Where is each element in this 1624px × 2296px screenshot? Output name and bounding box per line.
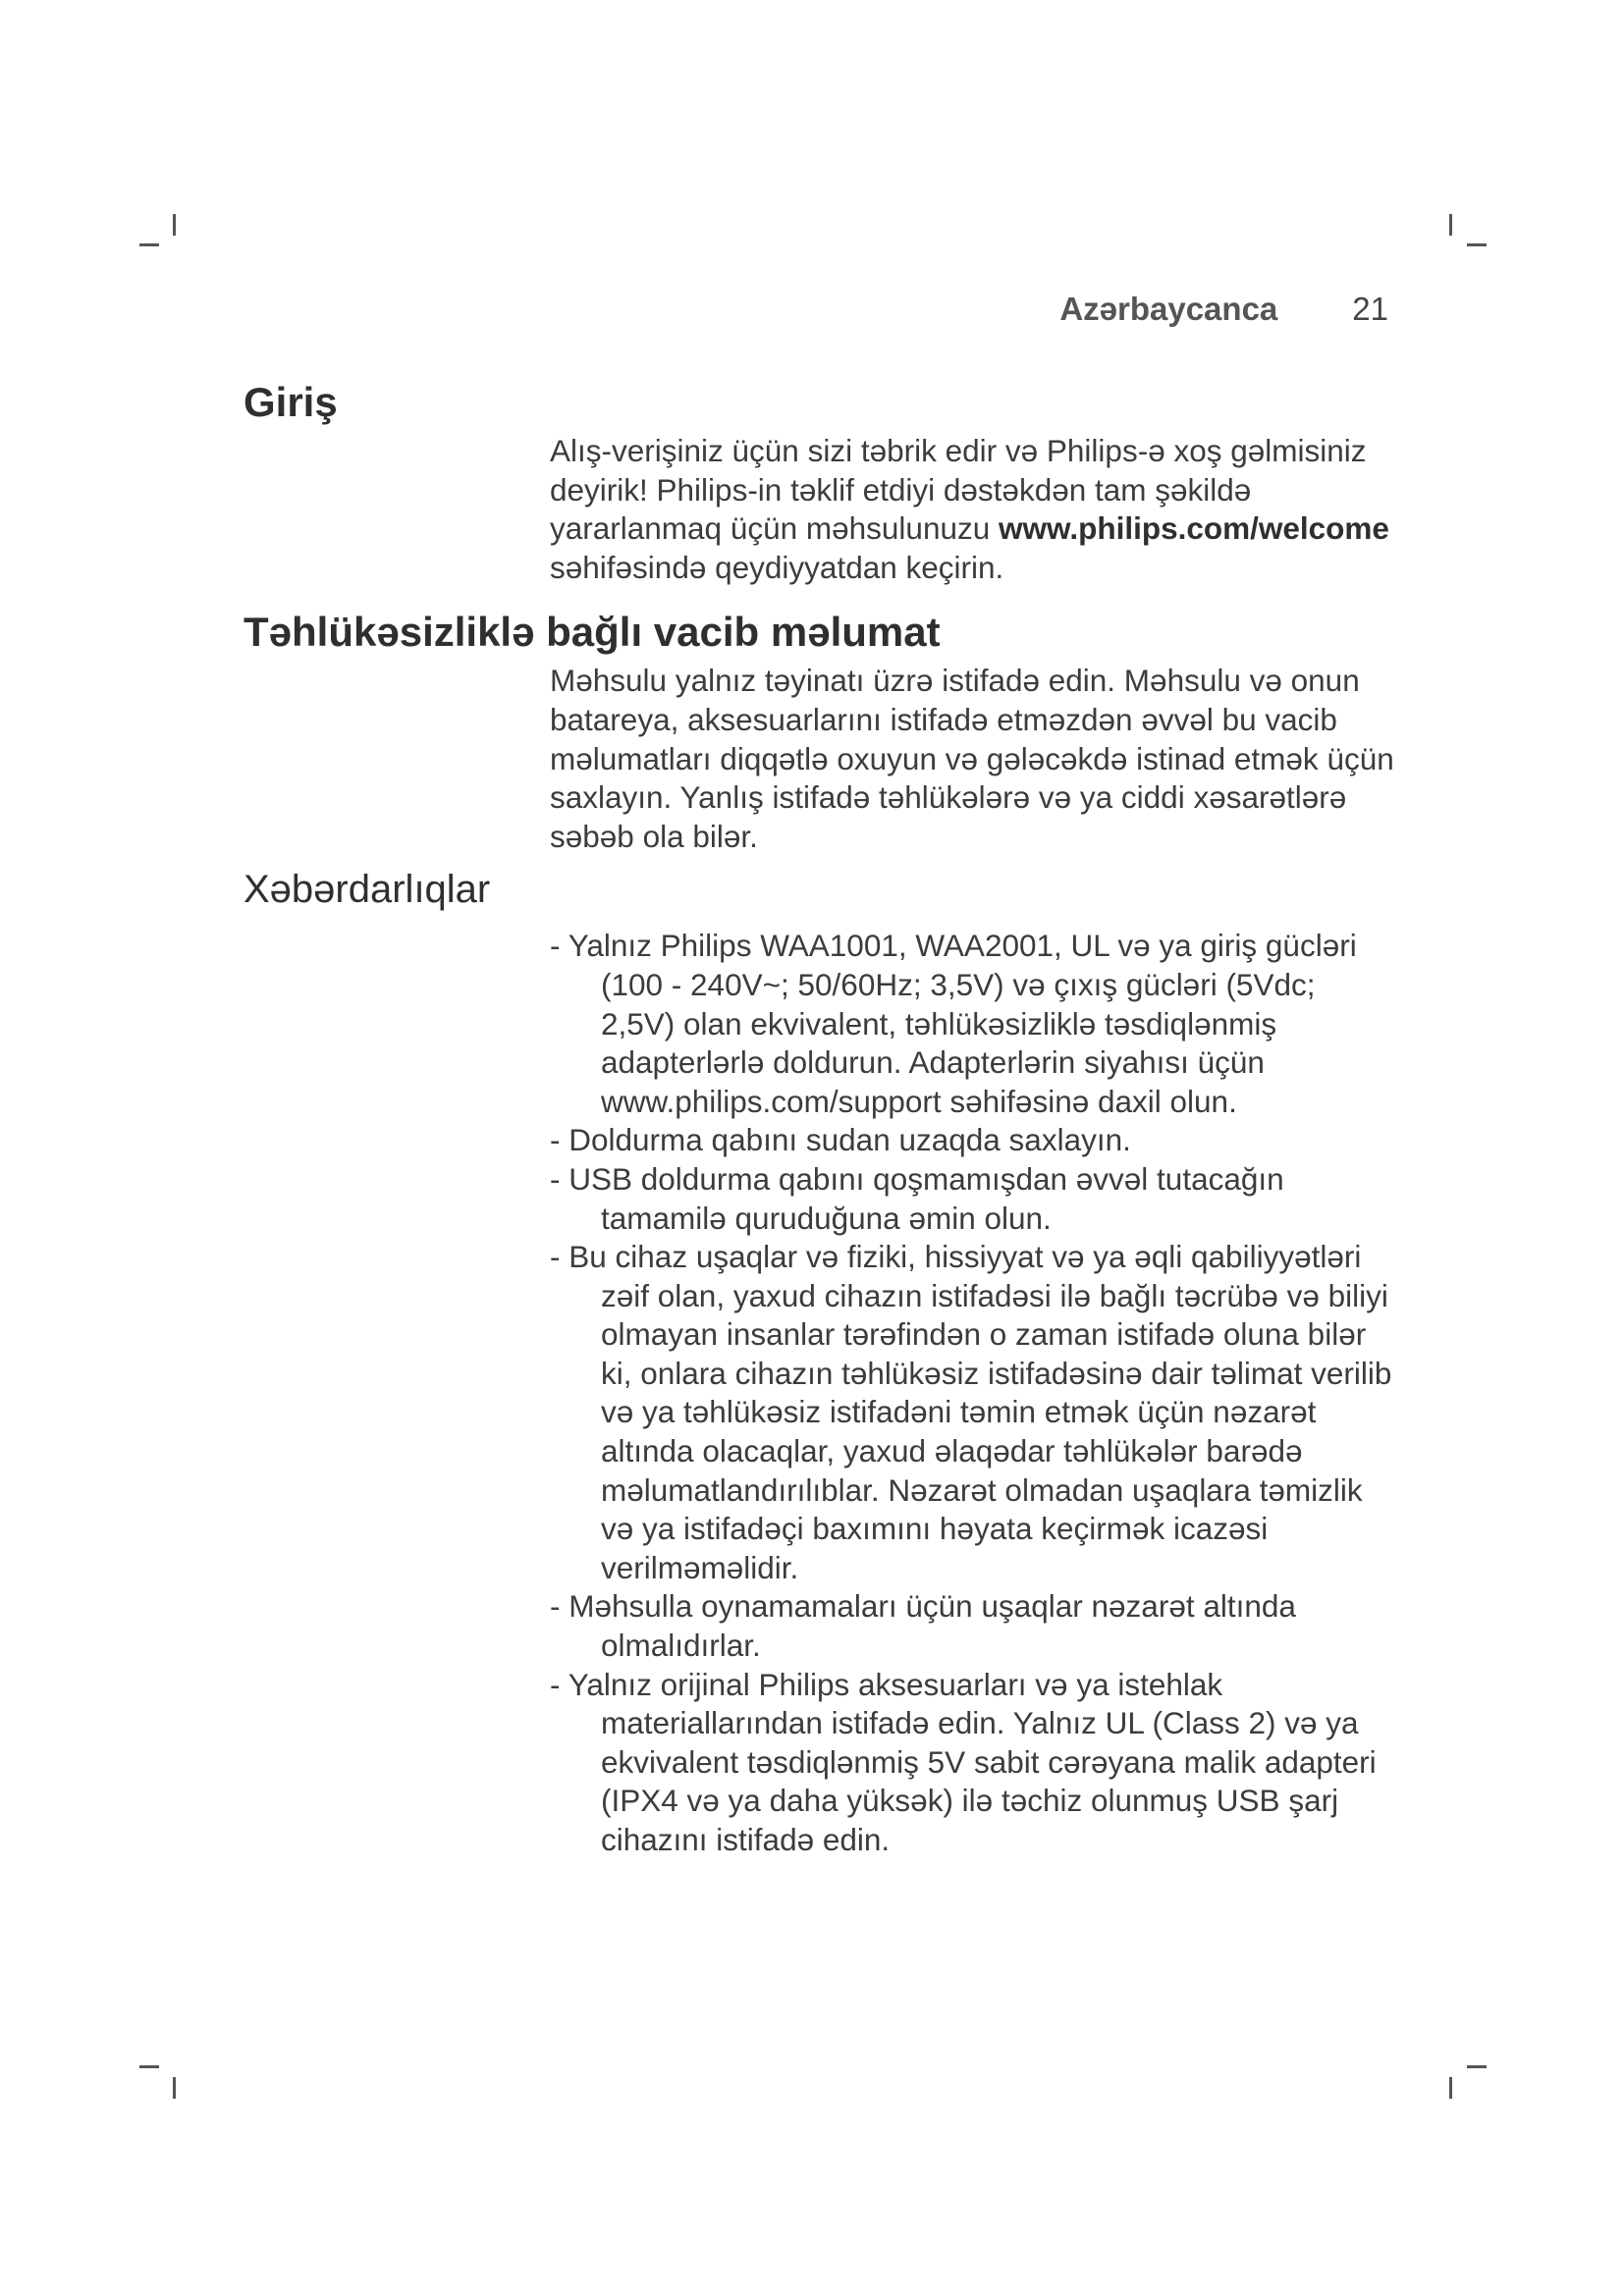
warnings-heading: Xəbərdarlıqlar bbox=[244, 868, 491, 912]
page-content bbox=[244, 377, 1392, 1860]
intro-section bbox=[550, 432, 1394, 587]
warning-item: - Məhsulla oynamamaları üçün uşaqlar nəzarət altında olmalıdırlar. bbox=[550, 1587, 1394, 1665]
page-number: 21 bbox=[1352, 291, 1388, 327]
crop-mark-bottom-left-v bbox=[173, 2077, 176, 2099]
safety-section bbox=[550, 662, 1394, 856]
safety-heading: Təhlükəsizliklə bağlı vacib məlumat bbox=[244, 609, 941, 656]
warning-item: - USB doldurma qabını qoşmamışdan əvvəl tutacağın tamamilə quruduğuna əmin olun. bbox=[550, 1160, 1394, 1238]
warning-item: - Doldurma qabını sudan uzaqda saxlayın. bbox=[550, 1121, 1394, 1160]
crop-mark-bottom-left-h bbox=[139, 2065, 159, 2068]
intro-text-after-link: səhifəsində qeydiyyatdan keçirin. bbox=[550, 549, 1004, 585]
safety-paragraph: Məhsulu yalnız təyinatı üzrə istifadə edin. Məhsulu və onun batareya, aksesuarlarını istifadə etməzdən əvvəl bu vacib məlumatları diqqətlə oxuyun və gələcəkdə istinad etmək üçün saxlayın. Yanlış istifadə təhlükələrə və ya ciddi xəsarətlərə səbəb ola bilər. bbox=[550, 663, 1394, 854]
warning-item: - Yalnız Philips WAA1001, WAA2001, UL və ya giriş gücləri (100 - 240V~; 50/60Hz; 3,5V) və çıxış gücləri (5Vdc; 2,5V) olan ekvivalent, təhlükəsizliklə təsdiqlənmiş adapterlərlə doldurun. Adapterlərin siyahısı üçün www.philips.com/support səhifəsinə daxil olun. bbox=[550, 927, 1394, 1121]
crop-mark-bottom-right-h bbox=[1467, 2065, 1487, 2068]
crop-mark-bottom-right-v bbox=[1449, 2077, 1452, 2099]
welcome-link[interactable]: www.philips.com/welcome bbox=[999, 510, 1389, 547]
crop-mark-top-right-v bbox=[1449, 214, 1452, 236]
intro-text-before-link: Alış-verişiniz üçün sizi təbrik edir və Philips-ə xoş gəlmisiniz deyirik! Philips-in təklif etdiyi dəstəkdən tam şəkildə yararlanmaq üçün məhsulunuzu bbox=[550, 433, 1367, 547]
crop-mark-top-left-h bbox=[139, 243, 159, 246]
intro-paragraph bbox=[550, 432, 1394, 587]
warnings-list bbox=[550, 927, 1394, 1859]
crop-mark-top-left-v bbox=[173, 214, 176, 236]
crop-mark-top-right-h bbox=[1467, 243, 1487, 246]
running-header bbox=[1059, 291, 1388, 328]
warning-item: - Yalnız orijinal Philips aksesuarları və ya istehlak materiallarından istifadə edin. Yalnız UL (Class 2) və ya ekvivalent təsdiqlənmiş 5V sabit cərəyana malik adapteri (IPX4 və ya daha yüksək) ilə təchiz olunmuş USB şarj cihazını istifadə edin. bbox=[550, 1666, 1394, 1860]
warning-item: - Bu cihaz uşaqlar və fiziki, hissiyyat və ya əqli qabiliyyətləri zəif olan, yaxud cihazın istifadəsi ilə bağlı təcrübə və biliyi olmayan insanlar tərəfindən o zaman istifadə oluna bilər ki, onlara cihazın təhlükəsiz istifadəsinə dair təlimat verilib və ya təhlükəsiz istifadəni təmin etmək üçün nəzarət altında olacaqlar, yaxud əlaqədar təhlükələr barədə məlumatlandırılıblar. Nəzarət olmadan uşaqlara təmizlik və ya istifadəçi baxımını həyata keçirmək icazəsi verilməməlidir. bbox=[550, 1238, 1394, 1587]
intro-heading: Giriş bbox=[244, 379, 338, 425]
warnings-section bbox=[550, 927, 1394, 1859]
language-label: Azərbaycanca bbox=[1059, 291, 1278, 327]
